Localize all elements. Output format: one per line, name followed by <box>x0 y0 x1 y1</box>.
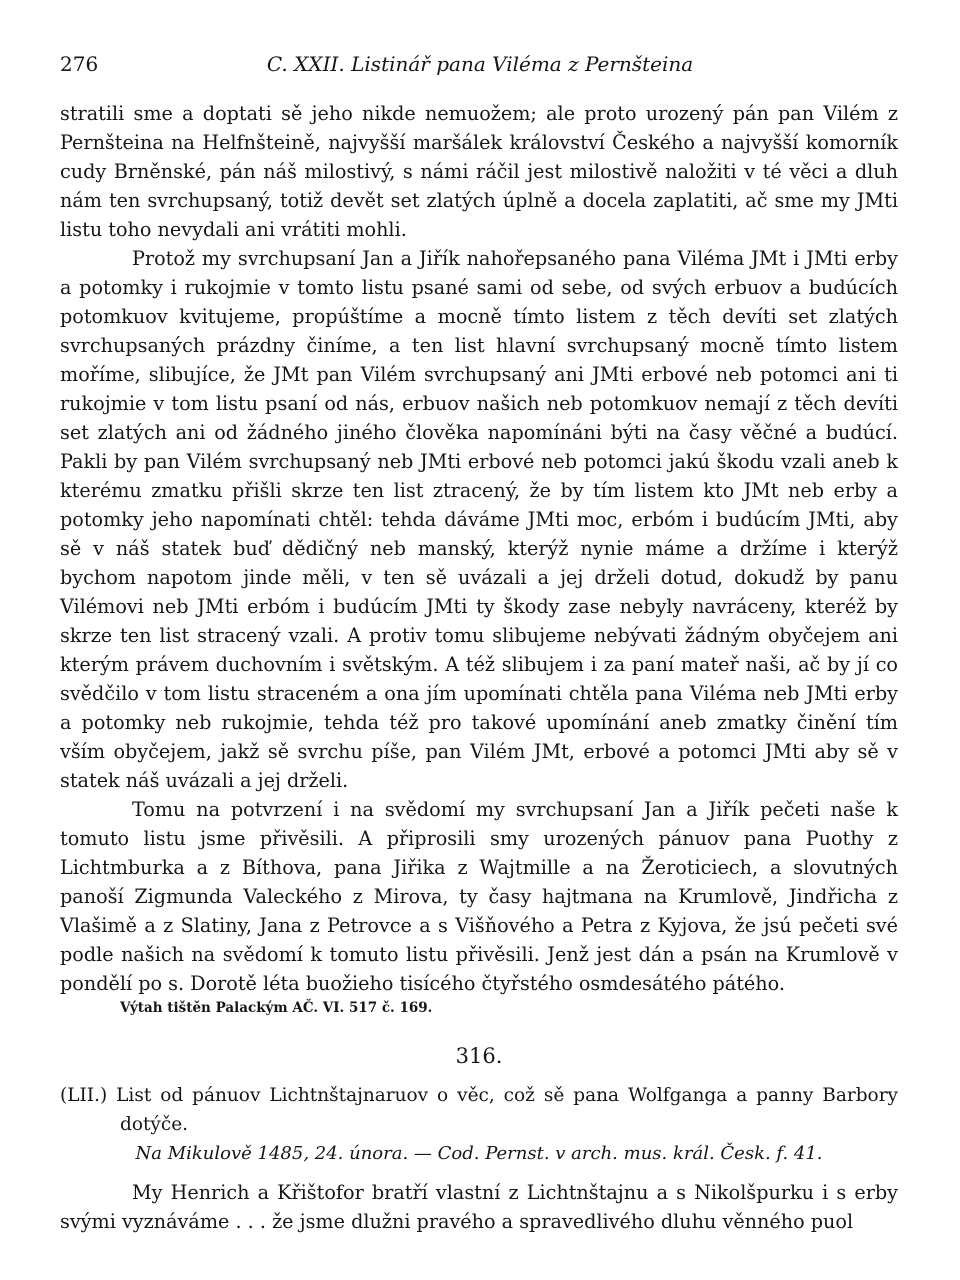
paragraph-release: Protož my svrchupsaní Jan a Jiřík nahořepsaného pana Viléma JMt i JMti erby a potomky i rukojmie v tomto listu psané sami od sebe, od svých erbuov a budúcích potomkuov kvitujeme, propúštíme a mocně tímto listem z těch devíti set zlatých svrchupsaných prázdny činíme, a ten list hlavní svrchupsaný mocně tímto listem moříme, slibujíce, že JMt pan Vilém svrchupsaný ani JMti erbové neb potomci ani ti rukojmie v tom listu psaní od nás, erbuov našich neb potomkuov nemají z těch devíti set zlatých ani od žádného jiného člověka napomínáni býti na časy věčné a budúcí. Pakli by pan Vilém svrchupsaný neb JMti erbové neb potomci jakú škodu vzali aneb k kterému zmatku přišli skrze ten list ztracený, že by tím listem kto JMt neb erby a potomky jeho napomínati chtěl: tehda dáváme JMti moc, erbóm i budúcím JMti, aby sě v náš statek buď dědičný neb manský, kterýž nynie máme a držíme i kterýž bychom napotom jinde měli, v ten sě uvázali a jej drželi dotud, dokudž by panu Vilémovi neb JMti erbóm i budúcím JMti ty škody zase nebyly navráceny, kteréž by skrze ten list stracený vzali. A protiv tomu slibujeme nebývati žádným obyčejem ani kterým právem duchovním i světským. A též slibujem i za paní mateř naši, ač by jí co svědčilo v tom listu straceném a ona jím upomínati chtěla pana Viléma neb JMti erby a potomky neb rukojmie, tehda též pro takové upomínání aneb zmatky činění tím vším obyčejem, jakž sě svrchu píše, pan Vilém JMt, erbové a potomci JMti aby sě v statek náš uvázali a jej drželi. <box>60 247 898 792</box>
page-number: 276 <box>60 52 99 76</box>
page-header <box>60 48 900 84</box>
main-text <box>60 99 898 1236</box>
document-number: 316. <box>455 1044 503 1068</box>
document-source: Na Mikulově 1485, 24. února. — Cod. Pernst. v arch. mus. král. Česk. f. 41. <box>135 1143 823 1164</box>
document-heading: (LII.) List od pánuov Lichtnštajnaruov o věc, což sě pana Wolfganga a panny Barbory dotýče. <box>60 1085 898 1135</box>
paragraph-seals: Tomu na potvrzení i na svědomí my svrchupsaní Jan a Jiřík pečeti naše k tomuto listu jsme přivěsili. A připrosili smy urozených pánuov pana Puothy z Lichtmburka a z Bíthova, pana Jiřika z Wajtmille a na Žeroticiech, a slovutných panoší Zigmunda Valeckého z Mirova, ty časy hajtmana na Krumlově, Jindřicha z Vlašimě a z Slatiny, Jana z Petrovce a s Višňového a Petra z Kyjova, že jsú pečeti své podle našich na svědomí k tomuto listu přivěsili. Jenž jest dán a psán na Krumlově v pondělí po s. Dorotě léta buožieho tisícého čtyřstého osmdesátého pátého. <box>60 798 898 995</box>
editorial-note: Výtah tištěn Palackým AČ. VI. 517 č. 169. <box>120 1000 433 1016</box>
paragraph-continued: stratili sme a doptati sě jeho nikde nemuožem; ale proto urozený pán pan Vilém z Pernšteina na Helfnšteině, najvyšší maršálek království Českého a najvyšší komorník cudy Brněnské, pán náš milostivý, s námi ráčil jest milostivě naložiti v té věci a dluh nám ten svrchupsaný, totiž devět set zlatých úplně a docela zaplatiti, ač sme my JMti listu toho nevydali ani vrátiti mohli. <box>60 102 898 241</box>
running-title: C. XXII. Listinář pana Viléma z Pernšteina <box>266 52 694 76</box>
document-text: My Henrich a Křištofor bratří vlastní z Lichtnštajnu a s Nikolšpurku i s erby svými vyznáváme . . . že jsme dlužni pravého a spravedlivého dluhu věnného puol <box>60 1181 898 1233</box>
